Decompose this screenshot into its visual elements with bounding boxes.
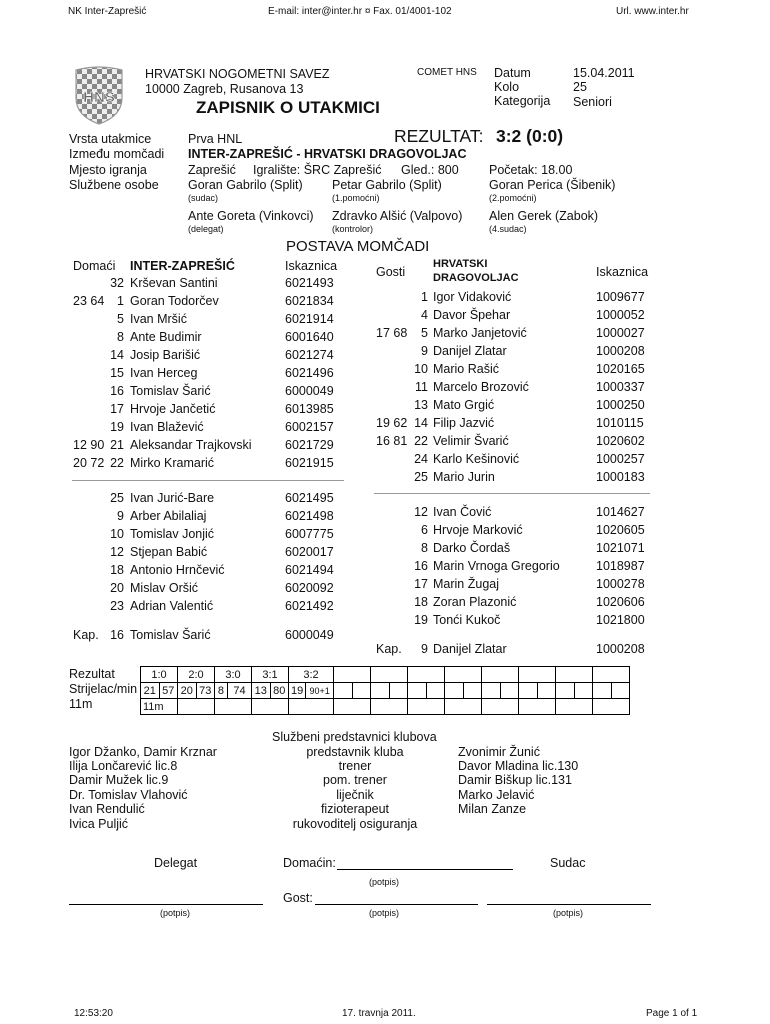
grid-empty-cell [289,699,334,715]
away-starter-num: 9 [421,344,428,358]
home-starter-name: Krševan Santini [130,276,218,290]
away-starter-id: 1020602 [596,434,645,448]
reps-title: Službeni predstavnici klubova [272,730,437,744]
home-sub-id: 6007775 [285,527,334,541]
grid-empty-cell [408,667,445,683]
rep-role: trener [338,759,372,773]
grid-empty-cell [537,683,556,699]
rep-home: Ilija Lončarević lic.8 [69,759,178,773]
away-starter-name: Velimir Švarić [433,434,509,448]
grid-empty-cell [334,667,371,683]
home-starter-num: 32 [110,276,124,290]
home-starter-id: 6021274 [285,348,334,362]
logo-text: HNS [83,89,115,106]
vrsta-label: Vrsta utakmice [69,132,152,146]
away-starter-name: Karlo Kešinović [433,452,520,466]
sig-domacin-line [337,869,513,870]
home-kap-id: 6000049 [285,628,334,642]
kolo-value: 25 [573,80,587,94]
home-id-label: Iskaznica [285,259,338,273]
sig-domacin-potpis: (potpis) [369,877,400,887]
away-starter-id: 1020165 [596,362,645,376]
hns-logo-icon [72,64,126,126]
home-starter-num: 5 [117,312,124,326]
mjesto-label: Mjesto igranja [69,163,147,177]
rep-home: Dr. Tomislav Vlahović [69,788,188,802]
home-starter-id: 6021915 [285,456,334,470]
rep-role: pom. trener [323,773,387,787]
away-starter-name: Filip Jazvić [433,416,495,430]
home-sub-id: 6021498 [285,509,334,523]
grid-empty-cell [445,699,482,715]
igraliste-value: Igralište: ŠRC Zaprešić [253,163,382,177]
rezultat-label: REZULTAT: [394,126,484,146]
home-sub-id: 6021494 [285,563,334,577]
away-starter-num: 1 [421,290,428,304]
rep-role: predstavnik kluba [306,745,404,759]
grid-empty-cell [352,683,371,699]
kategorija-label: Kategorija [494,94,551,108]
home-starter-name: Hrvoje Jančetić [130,402,216,416]
away-starter-num: 5 [421,326,428,340]
grid-result-cell: 2:0 [178,667,215,683]
away-sub-id: 1020606 [596,595,645,609]
official-pom1-name: Petar Gabrilo (Split) [332,178,442,192]
away-kap-label: Kap. [376,642,402,656]
away-starter-id: 1000027 [596,326,645,340]
grid-minute-cell: 74 [227,683,251,699]
score-grid [140,666,630,715]
away-sub-id: 1018987 [596,559,645,573]
home-starter-id: 6021834 [285,294,334,308]
org-name: HRVATSKI NOGOMETNI SAVEZ [145,67,330,81]
home-sub-name: Stjepan Babić [130,545,208,559]
away-starter-num: 14 [414,416,428,430]
away-starter-name: Danijel Zlatar [433,344,507,358]
vrsta-value: Prva HNL [188,132,243,146]
sluzbene-label: Službene osobe [69,178,159,192]
away-sub-name: Tonći Kukoč [433,613,501,627]
home-starter-num: 14 [110,348,124,362]
home-starter-id: 6013985 [285,402,334,416]
grid-empty-cell [252,699,289,715]
grid-empty-cell [593,667,630,683]
home-sub-name: Antonio Hrnčević [130,563,225,577]
away-sub-name: Marin Žugaj [433,577,499,591]
home-label: Domaći [73,259,116,273]
grid-empty-cell [426,683,445,699]
system-name: COMET HNS [417,67,477,78]
grid-scorer-cell: 20 [178,683,197,699]
home-starter-id: 6000049 [285,384,334,398]
grid-11m-cell: 11m [141,699,178,715]
pocetak-value: Početak: 18.00 [489,163,573,177]
sig-gost-line [315,904,478,905]
home-starter-name: Ivan Mršić [130,312,187,326]
sig-sudac-label: Sudac [550,856,586,870]
home-starter-id: 6021493 [285,276,334,290]
home-starter-id: 6002157 [285,420,334,434]
rep-home: Igor Džanko, Damir Krznar [69,745,217,759]
grid-empty-cell [389,683,408,699]
datum-value: 15.04.2011 [573,66,635,80]
rep-home: Damir Mužek lic.9 [69,773,169,787]
home-starter-num: 17 [110,402,124,416]
home-sub-id: 6020092 [285,581,334,595]
official-sudac-role: (sudac) [188,193,219,203]
home-sub-num: 10 [110,527,124,541]
grid-empty-cell [593,699,630,715]
grid-result-cell: 1:0 [141,667,178,683]
grid-empty-cell [519,683,538,699]
home-sub-name: Mislav Oršić [130,581,199,595]
home-starter-id: 6001640 [285,330,334,344]
home-starter-name: Aleksandar Trajkovski [130,438,252,452]
home-sub-name: Adrian Valentić [130,599,214,613]
grid-result-row [141,667,630,683]
rep-home: Ivan Rendulić [69,802,145,816]
rep-away: Milan Zanze [458,802,527,816]
home-sub-name: Arber Abilaliaj [130,509,207,523]
grid-empty-cell [482,683,501,699]
grid-empty-cell [500,683,519,699]
home-starter-sub: 12 90 [73,438,105,452]
official-pom2-role: (2.pomoćni) [489,193,537,203]
home-starter-num: 8 [117,330,124,344]
rezultat-value: 3:2 (0:0) [496,126,564,146]
away-sub-name: Ivan Čović [433,505,492,519]
home-starter-sub: 20 72 [73,456,105,470]
rep-role: fizioterapeut [320,802,390,816]
grid-empty-cell [371,683,390,699]
home-sub-num: 25 [110,491,124,505]
away-sub-num: 16 [414,559,428,573]
away-starter-id: 1000052 [596,308,645,322]
away-sub-id: 1020605 [596,523,645,537]
away-starter-num: 24 [414,452,428,466]
away-sub-id: 1014627 [596,505,645,519]
away-starter-num: 25 [414,470,428,484]
away-kap-num: 9 [421,642,428,656]
grid-rezultat-label: Rezultat [69,667,115,681]
grid-minute-cell: 73 [196,683,215,699]
grid-empty-cell [463,683,482,699]
home-starter-num: 15 [110,366,124,380]
home-sub-name: Ivan Jurić-Bare [130,491,215,505]
lineup-title: POSTAVA MOMČADI [286,238,430,255]
away-starter-name: Marko Janjetović [433,326,527,340]
grid-empty-cell [482,667,519,683]
grid-empty-cell [445,683,464,699]
away-starter-id: 1010115 [596,416,644,430]
official-pom2-name: Goran Perica (Šibenik) [489,178,616,192]
away-starter-id: 1009677 [596,290,645,304]
home-starter-num: 19 [110,420,124,434]
grid-scorer-cell: 13 [252,683,271,699]
grid-empty-cell [519,667,556,683]
grid-empty-cell [574,683,593,699]
grid-empty-cell [178,699,215,715]
home-sub-id: 6021492 [285,599,334,613]
away-sub-name: Zoran Plazonić [433,595,517,609]
home-sub-num: 9 [117,509,124,523]
away-team-line1: HRVATSKI [433,258,488,270]
home-starter-sub: 23 64 [73,294,105,308]
grid-scorer-cell: 8 [215,683,228,699]
official-kontrolor-name: Zdravko Alšić (Valpovo) [332,209,463,223]
away-sub-num: 18 [414,595,428,609]
mjesto-value: Zaprešić [188,163,236,177]
away-sub-id: 1021800 [596,613,645,627]
home-starter-num: 1 [117,294,124,308]
home-starter-num: 16 [110,384,124,398]
home-starter-name: Ivan Herceg [130,366,198,380]
izmedju-value: INTER-ZAPREŠIĆ - HRVATSKI DRAGOVOLJAC [188,147,467,161]
away-starter-id: 1000250 [596,398,645,412]
away-sub-num: 12 [414,505,428,519]
doc-title: ZAPISNIK O UTAKMICI [196,98,380,117]
away-starter-name: Marcelo Brozović [433,380,529,394]
home-starter-id: 6021729 [285,438,334,452]
footer-page: Page 1 of 1 [646,1008,698,1019]
org-address: 10000 Zagreb, Rusanova 13 [145,82,304,96]
grid-empty-cell [611,683,630,699]
sig-sudac-line [487,904,651,905]
rep-away: Zvonimir Žunić [458,745,540,759]
rep-role: rukovoditelj osiguranja [292,817,418,831]
rep-role: liječnik [336,788,374,802]
home-team: INTER-ZAPREŠIĆ [130,259,235,273]
official-4sudac-role: (4.sudac) [489,224,527,234]
away-kap-name: Danijel Zlatar [433,642,507,656]
grid-empty-cell [371,667,408,683]
rep-away: Davor Mladina lic.130 [458,759,579,773]
away-starter-name: Mato Grgić [433,398,495,412]
official-4sudac-name: Alen Gerek (Zabok) [489,209,599,223]
grid-minute-cell: 57 [159,683,178,699]
home-starter-id: 6021914 [285,312,334,326]
grid-empty-cell [334,699,371,715]
grid-scorer-cell: 19 [289,683,306,699]
grid-minute-cell: 80 [270,683,289,699]
away-kap-id: 1000208 [596,642,645,656]
sig-domacin-label: Domaćin: [283,856,336,870]
away-starter-id: 1000257 [596,452,645,466]
grid-empty-cell [334,683,353,699]
home-sub-num: 18 [110,563,124,577]
away-starter-num: 22 [414,434,428,448]
home-sub-id: 6020017 [285,545,334,559]
away-starter-name: Davor Špehar [433,308,511,322]
grid-scorer-cell: 21 [141,683,160,699]
away-sub-num: 6 [421,523,428,537]
away-sub-name: Hrvoje Marković [433,523,523,537]
home-starter-name: Tomislav Šarić [130,384,211,398]
away-sub-name: Darko Čordaš [433,541,511,555]
home-sub-num: 23 [110,599,124,613]
home-divider [72,480,344,481]
kolo-label: Kolo [494,80,520,94]
footer-time: 12:53:20 [74,1008,113,1019]
izmedju-label: Između momčadi [69,147,165,161]
away-sub-id: 1021071 [596,541,645,555]
home-sub-num: 20 [110,581,124,595]
gledatelji-value: Gled.: 800 [401,163,459,177]
grid-empty-cell [593,683,612,699]
grid-result-cell: 3:1 [252,667,289,683]
kategorija-value: Seniori [573,95,612,109]
sig-sudac-potpis: (potpis) [553,908,584,918]
sig-gost-label: Gost: [283,891,313,905]
rep-away: Damir Biškup lic.131 [458,773,572,787]
sig-gost-potpis: (potpis) [369,908,400,918]
header-contact: E-mail: inter@inter.hr ¤ Fax. 01/4001-102 [268,6,452,17]
away-sub-num: 19 [414,613,428,627]
home-starter-name: Goran Todorčev [130,294,219,308]
grid-11m-label: 11m [69,697,93,711]
header-club: NK Inter-Zaprešić [68,6,147,17]
home-starter-name: Ivan Blažević [130,420,204,434]
away-divider [374,493,650,494]
grid-empty-cell [519,699,556,715]
official-kontrolor-role: (kontrolor) [332,224,374,234]
home-kap-name: Tomislav Šarić [130,628,211,642]
away-starter-name: Igor Vidaković [433,290,512,304]
away-starter-id: 1000208 [596,344,645,358]
grid-scorer-row [141,683,630,699]
away-label: Gosti [376,265,406,279]
away-starter-id: 1000183 [596,470,645,484]
grid-empty-cell [482,699,519,715]
home-kap-label: Kap. [73,628,99,642]
home-starter-name: Josip Barišić [130,348,201,362]
away-starter-num: 10 [414,362,428,376]
sig-delegat-label: Delegat [154,856,198,870]
away-sub-num: 17 [414,577,428,591]
grid-empty-cell [371,699,408,715]
home-starter-id: 6021496 [285,366,334,380]
home-starter-num: 21 [110,438,124,452]
home-sub-id: 6021495 [285,491,334,505]
away-starter-num: 4 [421,308,428,322]
grid-empty-cell [556,699,593,715]
home-sub-num: 12 [110,545,124,559]
rep-home: Ivica Puljić [69,817,129,831]
header-url: Url. www.inter.hr [616,6,689,17]
footer-date: 17. travnja 2011. [342,1008,416,1019]
away-sub-id: 1000278 [596,577,645,591]
away-starter-sub: 16 81 [376,434,408,448]
home-starter-name: Mirko Kramarić [130,456,215,470]
away-starter-name: Mario Jurin [433,470,495,484]
grid-strijelac-label: Strijelac/min [69,682,138,696]
away-starter-num: 13 [414,398,428,412]
away-team-line2: DRAGOVOLJAC [433,272,519,284]
grid-result-cell: 3:0 [215,667,252,683]
away-id-label: Iskaznica [596,265,649,279]
home-starter-name: Ante Budimir [130,330,202,344]
official-sudac-name: Goran Gabrilo (Split) [188,178,303,192]
away-sub-num: 8 [421,541,428,555]
away-starter-id: 1000337 [596,380,645,394]
grid-empty-cell [408,699,445,715]
grid-11m-row [141,699,630,715]
grid-empty-cell [445,667,482,683]
grid-empty-cell [556,667,593,683]
grid-empty-cell [408,683,427,699]
grid-empty-cell [215,699,252,715]
grid-result-cell: 3:2 [289,667,334,683]
home-sub-name: Tomislav Jonjić [130,527,215,541]
sig-delegat-line [69,904,263,905]
away-sub-name: Marin Vrnoga Gregorio [433,559,560,573]
rep-away: Marko Jelavić [458,788,535,802]
away-starter-num: 11 [415,380,428,394]
away-starter-name: Mario Rašić [433,362,499,376]
official-pom1-role: (1.pomoćni) [332,193,380,203]
official-delegat-role: (delegat) [188,224,224,234]
home-starter-num: 22 [110,456,124,470]
sig-delegat-potpis: (potpis) [160,908,191,918]
datum-label: Datum [494,66,531,80]
grid-minute-cell: 90+1 [306,683,334,699]
official-delegat-name: Ante Goreta (Vinkovci) [188,209,314,223]
away-starter-sub: 19 62 [376,416,408,430]
away-starter-sub: 17 68 [376,326,408,340]
home-kap-num: 16 [110,628,124,642]
grid-empty-cell [556,683,575,699]
